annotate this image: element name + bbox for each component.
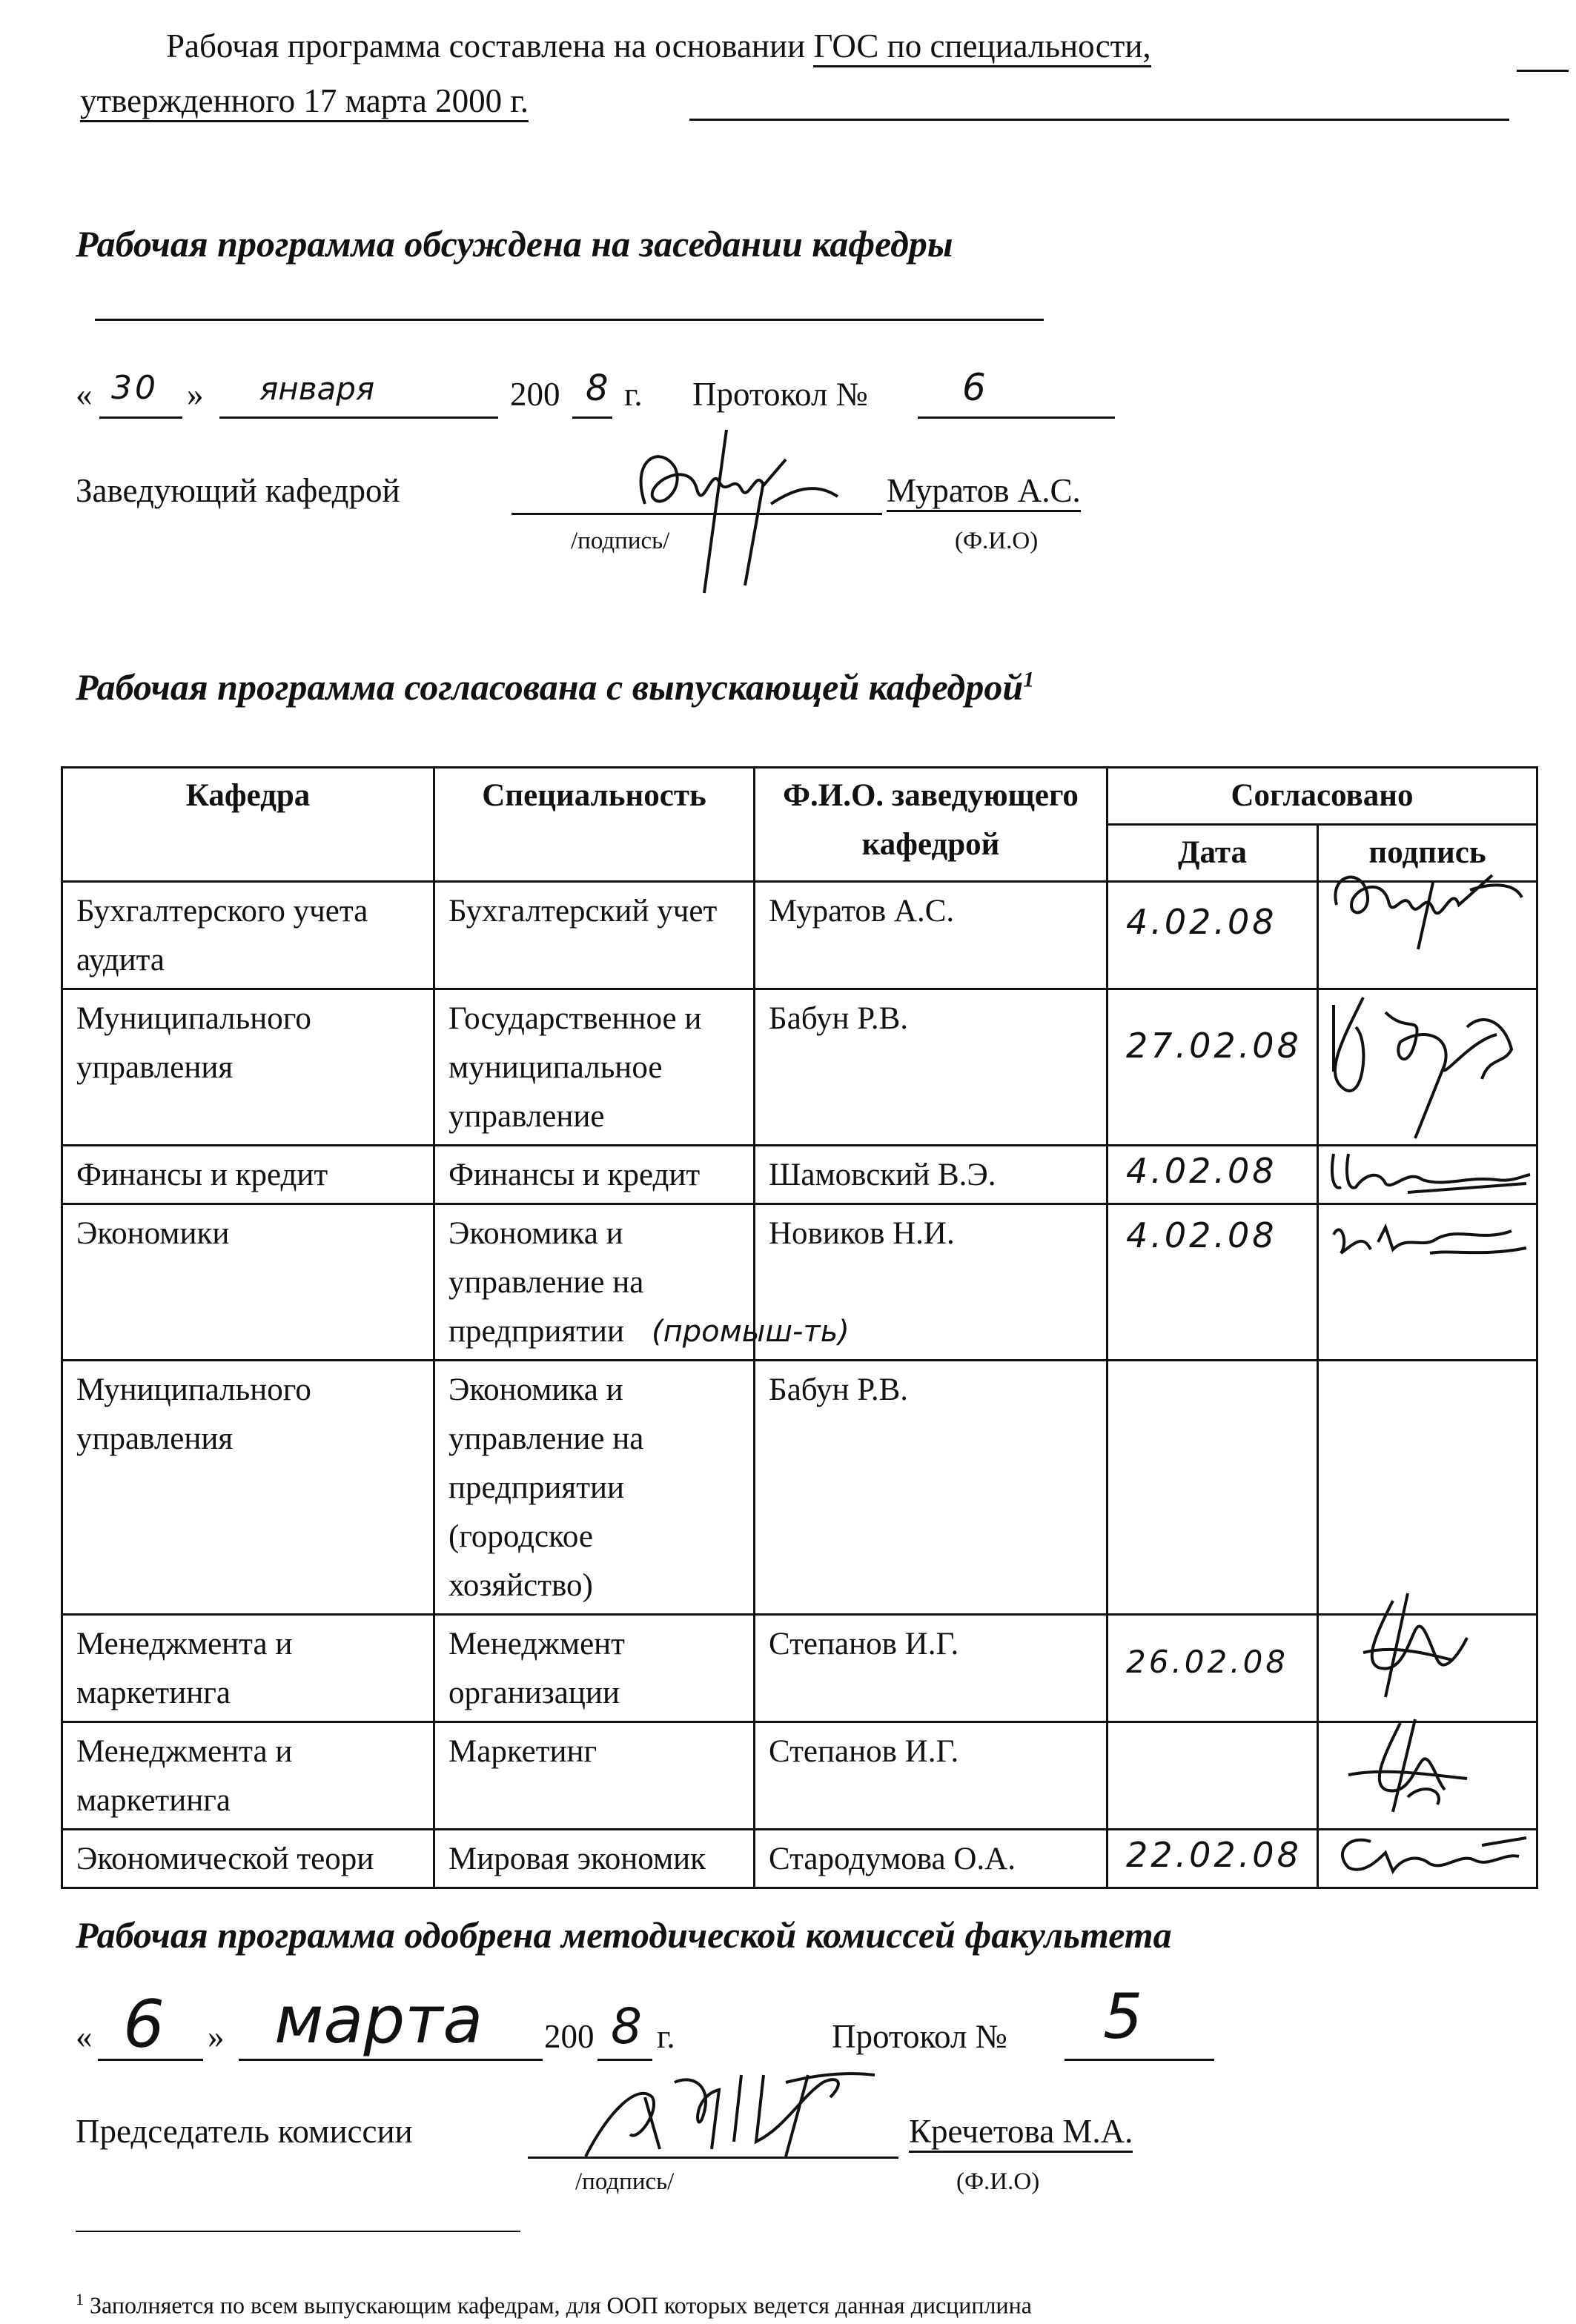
handwritten-signature [1318, 882, 1537, 989]
handwritten-date: 4.02.08 [1126, 902, 1277, 942]
head-signature-caption: /подпись/ [571, 528, 670, 554]
section2-footnote-mark: 1 [1023, 667, 1035, 692]
footnote-text: Заполняется по всем выпускающим кафедрам, для ООП которых ведется данная дисциплина [90, 2291, 1032, 2319]
handwritten-signature [1318, 1722, 1537, 1830]
col-header-head: Ф.И.О. заведующего кафедрой [755, 768, 1107, 882]
head-name: Муратов А.С. [887, 471, 1081, 512]
intro-text: Рабочая программа составлена на основании [166, 27, 814, 64]
chair-name: Кречетова М.А. [909, 2112, 1133, 2153]
table-row: Муниципального управления Экономика и управление на предприятии (городское хозяйство) Бабун Р.В. [62, 1361, 1537, 1615]
handwritten-date: 22.02.08 [1126, 1835, 1302, 1875]
table-row: Финансы и кредит Финансы и кредит Шамовский В.Э. 4.02.08 [62, 1146, 1537, 1204]
footnote-mark: 1 [76, 2290, 84, 2308]
chair-signature-caption: /подпись/ [575, 2168, 675, 2195]
footnote-separator [76, 2231, 520, 2232]
section1-protocol-label: Протокол № [692, 376, 868, 413]
section1-year-suffix: г. [624, 376, 643, 413]
section3-month: марта [274, 1982, 483, 2058]
intro-line-1-tail [1517, 70, 1569, 72]
handwritten-signature [1318, 1615, 1537, 1722]
handwritten-date: 26.02.08 [1126, 1644, 1289, 1680]
section3-year-digit: 8 [611, 1998, 642, 2055]
handwritten-note: (промыш-ть) [652, 1315, 850, 1349]
handwritten-date: 4.02.08 [1126, 1151, 1277, 1191]
section3-year-prefix: 200 [544, 2018, 595, 2055]
section1-date-row: « [76, 376, 93, 413]
section1-quote-close: » [187, 376, 204, 413]
col-header-specialty: Специальность [434, 768, 755, 882]
head-label: Заведующий кафедрой [76, 472, 400, 509]
intro-basis: ГОС по специальности, [813, 27, 1150, 67]
section3-protocol-line [1065, 2059, 1214, 2061]
coordination-table [61, 766, 1538, 1889]
col-header-signature: подпись [1318, 825, 1537, 882]
section1-year-prefix: 200 [510, 376, 560, 413]
section1-year-digit: 8 [586, 368, 609, 409]
section1-year-line [572, 416, 612, 419]
section3-quote-open: « [76, 2018, 93, 2055]
handwritten-signature [1318, 1146, 1537, 1204]
section1-day-line [99, 416, 182, 419]
section1-heading: Рабочая программа обсуждена на заседании кафедры [76, 223, 953, 265]
handwritten-date: 4.02.08 [1126, 1215, 1277, 1255]
handwritten-signature [1318, 989, 1537, 1146]
section3-protocol-label: Протокол № [832, 2018, 1007, 2055]
section3-year-suffix: г. [657, 2018, 675, 2055]
intro-line-2-tail [689, 119, 1509, 121]
section1-month-line [219, 416, 498, 419]
table-row: Экономической теори Мировая экономик Стародумова О.А. 22.02.08 [62, 1830, 1537, 1888]
section3-day-line [98, 2059, 203, 2061]
section1-day: 30 [111, 369, 159, 407]
section3-month-line [239, 2059, 543, 2061]
section3-day: 6 [123, 1986, 165, 2062]
section1-protocol-number: 6 [962, 366, 986, 409]
handwritten-signature [1318, 1830, 1537, 1888]
chair-label: Председатель комиссии [76, 2113, 413, 2150]
chair-fio-caption: (Ф.И.О) [956, 2168, 1040, 2195]
section3-heading: Рабочая программа одобрена методической комиссей факультета [76, 1914, 1172, 1956]
chair-signature [563, 2053, 890, 2179]
table-row: Экономики Экономика и управление на предприятии (промыш-ть) Новиков Н.И. 4.02.08 [62, 1204, 1537, 1361]
section3-protocol-number: 5 [1103, 1980, 1143, 2053]
col-header-department: Кафедра [62, 768, 434, 882]
section1-protocol-line [918, 416, 1115, 419]
intro-approval: утвержденного 17 марта 2000 г. [80, 82, 529, 122]
table-row: Муниципального управления Государственное и муниципальное управление Бабун Р.В. 27.02.08 [62, 989, 1537, 1146]
handwritten-signature [1318, 1204, 1537, 1361]
handwritten-date: 27.02.08 [1126, 1026, 1302, 1066]
head-signature [615, 415, 860, 608]
intro-line-2 [80, 82, 529, 122]
table-row: Бухгалтерского учета аудита Бухгалтерский учет Муратов А.С. 4.02.08 [62, 882, 1537, 989]
col-header-date: Дата [1107, 825, 1318, 882]
section3-quote-close: » [208, 2018, 225, 2055]
section2-heading: Рабочая программа согласована с выпускающей кафедрой$^1$ [76, 666, 1035, 708]
head-fio-caption: (Ф.И.О) [955, 528, 1039, 554]
signature-cell-empty [1318, 1361, 1537, 1615]
footnote [76, 2290, 1032, 2320]
table-row: Менеджмента и маркетинга Менеджмент организации Степанов И.Г. 26.02.08 [62, 1615, 1537, 1722]
intro-line-1 [166, 27, 1151, 67]
department-name-line [95, 319, 1044, 321]
col-header-agreed: Согласовано [1107, 768, 1537, 825]
section1-month: января [259, 371, 375, 407]
table-row: Менеджмента и маркетинга Маркетинг Степанов И.Г. [62, 1722, 1537, 1830]
